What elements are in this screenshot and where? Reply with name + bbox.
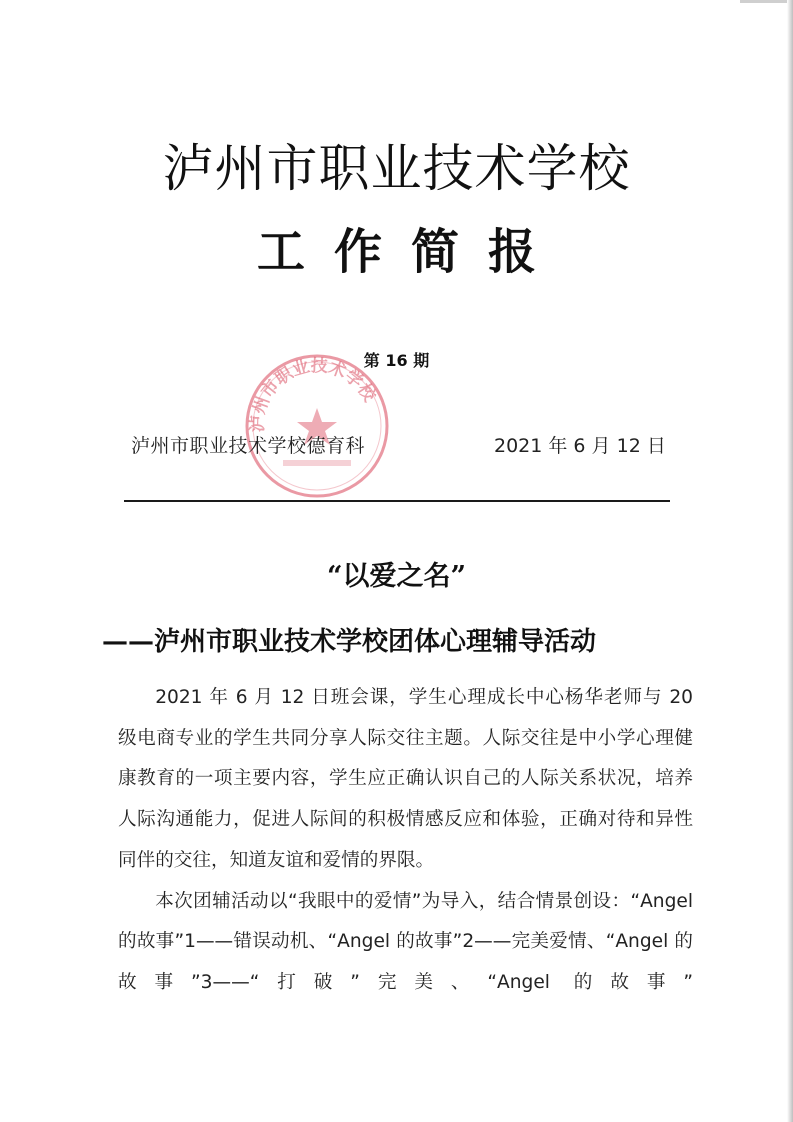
publication-title: 工作简报 (256, 224, 565, 280)
paragraph: 本次团辅活动以“我眼中的爱情”为导入，结合情景创设：“Angel 的故事”1——错误动机、“Angel 的故事”2——完美爱情、“Angel 的故事”3——“打破”完美、“Angel 的故事” (118, 890, 693, 993)
issue-number: 第 16 期 (363, 351, 430, 370)
article-body (118, 678, 693, 1004)
issue-date: 2021 年 6 月 12 日 (494, 435, 666, 457)
paragraph: 2021 年 6 月 12 日班会课，学生心理成长中心杨华老师与 20 级电商专业的学生共同分享人际交往主题。人际交往是中小学心理健康教育的一项主要内容，学生应正确认识自己的人际关系状况，培养人际沟通能力，促进人际间的积极情感反应和体验，正确对待和异性同伴的交往，知道友谊和爱情的界限。 (118, 687, 693, 871)
school-name-heading: 泸州市职业技术学校 (162, 140, 631, 199)
article-title: “以爱之名” (326, 561, 467, 592)
svg-text:泸州市职业技术学校: 泸州市职业技术学校 (247, 356, 380, 433)
department-name: 泸州市职业技术学校德育科 (131, 435, 366, 457)
scan-edge-top (740, 0, 793, 3)
header-divider (124, 500, 670, 502)
official-seal-icon (243, 352, 391, 500)
article-subtitle: ——泸州市职业技术学校团体心理辅导活动 (102, 627, 597, 657)
